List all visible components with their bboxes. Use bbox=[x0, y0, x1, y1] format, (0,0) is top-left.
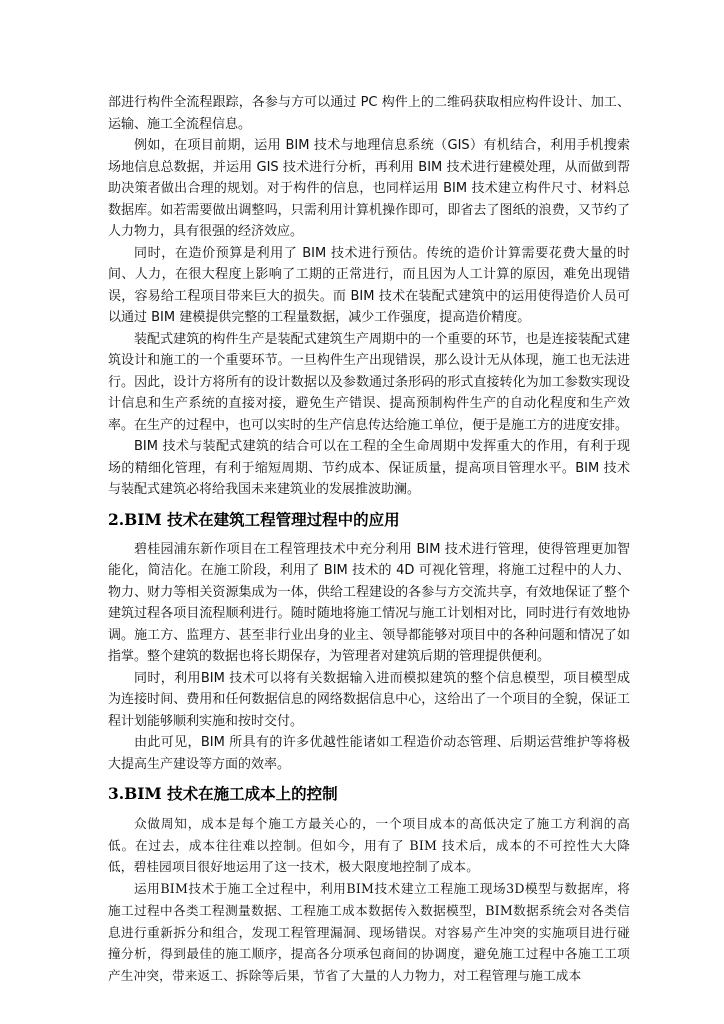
section-3-heading: 3.BIM 技术在施工成本上的控制 bbox=[108, 784, 338, 803]
section-3-paragraph: 众做周知，成本是每个施工方最关心的，一个项目成本的高低决定了施工方利润的高低。在过去，成本往往难以控制。但如今，用有了 BIM 技术后，成本的不可控性大大降低，碧桂园项目很好地运用了这一技术，极大限度地控制了成本。 bbox=[108, 816, 630, 875]
section-3-body bbox=[108, 813, 630, 987]
intro-paragraph-continuation: 部进行构件全流程跟踪，各参与方可以通过 PC 构件上的二维码获取相应构件设计、加工、运输、施工全流程信息。 bbox=[108, 95, 630, 132]
section-2-heading: 2.BIM 技术在建筑工程管理过程中的应用 bbox=[108, 509, 400, 529]
intro-paragraph-cost-estimate: 同时，在造价预算是利用了 BIM 技术进行预估。传统的造价计算需要花费大量的时间、人力，在很大程度上影响了工期的正常进行，而且因为人工计算的原因，难免出现错误，容易给工程项目带来巨大的损失。而 BIM 技术在装配式建筑中的运用使得造价人员可以通过 BIM 建模提供完整的工程量数据，减少工作强度，提高造价精度。 bbox=[108, 245, 630, 325]
section-2-paragraph: 同时，利用BIM 技术可以将有关数据输入进而模拟建筑的整个信息模型，项目模型成为连接时间、费用和任何数据信息的网络数据信息中心，这给出了一个项目的全貌，保证工程计划能够顺利实施和按时交付。 bbox=[108, 670, 630, 729]
intro-paragraph-summary: BIM 技术与装配式建筑的结合可以在工程的全生命周期中发挥重大的作用，有利于现场的精细化管理，有利于缩短周期、节约成本、保证质量，提高项目管理水平。BIM 技术与装配式建筑必将给我国未来建筑业的发展推波助澜。 bbox=[108, 439, 630, 497]
document-page bbox=[108, 92, 630, 987]
intro-paragraph-production: 装配式建筑的构件生产是装配式建筑生产周期中的一个重要的环节，也是连接装配式建筑设计和施工的一个重要环节。一旦构件生产出现错误，那么设计无从体现，施工也无法进行。因此，设计方将所有的设计数据以及参数通过条形码的形式直接转化为加工参数实现设计信息和生产系统的直接对接，避免生产错误、提高预制构件生产的自动化程度和生产效率。在生产的过程中，也可以实时的生产信息传达给施工单位，便于是施工方的进度安排。 bbox=[108, 331, 630, 433]
intro-paragraph-gis: 例如，在项目前期，运用 BIM 技术与地理信息系统（GIS）有机结合，利用手机搜索场地信息总数据，并运用 GIS 技术进行分析，再利用 BIM 技术进行建模处理，从而做到帮助决策者做出合理的规划。对于构件的信息，也同样运用 BIM 技术建立构件尺寸、材料总数据库。如若需要做出调整吗，只需利用计算机操作即可，即省去了图纸的浪费，又节约了人力物力，具有很强的经济效应。 bbox=[108, 138, 630, 239]
section-3-paragraph: 运用BIM技术于施工全过程中，利用BIM技术建立工程施工现场3D模型与数据库，将施工过程中各类工程测量数据、工程施工成本数据传入数据模型，BIM数据系统会对各类信息进行重新拆分和组合，发现工程管理漏洞、现场错误。对容易产生冲突的实施项目进行碰撞分析，得到最佳的施工顺序，提高各分项承包商间的协调度，避免施工过程中各施工工项产生冲突，带来返工、拆除等后果，节省了大量的人力物力，对工程管理与施工成本 bbox=[108, 881, 630, 983]
section-2-paragraph: 碧桂园浦东新作项目在工程管理技术中充分利用 BIM 技术进行管理，使得管理更加智能化，简洁化。在施工阶段，利用了 BIM 技术的 4D 可视化管理，将施工过程中的人力、物力、财力等相关资源集成为一体，供给工程建设的各参与方交流共享，有效地保证了整个建筑过程各项目流程顺利进行。随时随地将施工情况与施工计划相对比，同时进行有效地协调。施工方、监理方、甚至非行业出身的业主、领导都能够对项目中的各种问题和情况了如指掌。整个建筑的数据也将长期保存，为管理者对建筑后期的管理提供便利。 bbox=[108, 541, 630, 664]
section-2-paragraph: 由此可见，BIM 所具有的许多优越性能诸如工程造价动态管理、后期运营维护等将极大提高生产建设等方面的效率。 bbox=[108, 735, 630, 772]
